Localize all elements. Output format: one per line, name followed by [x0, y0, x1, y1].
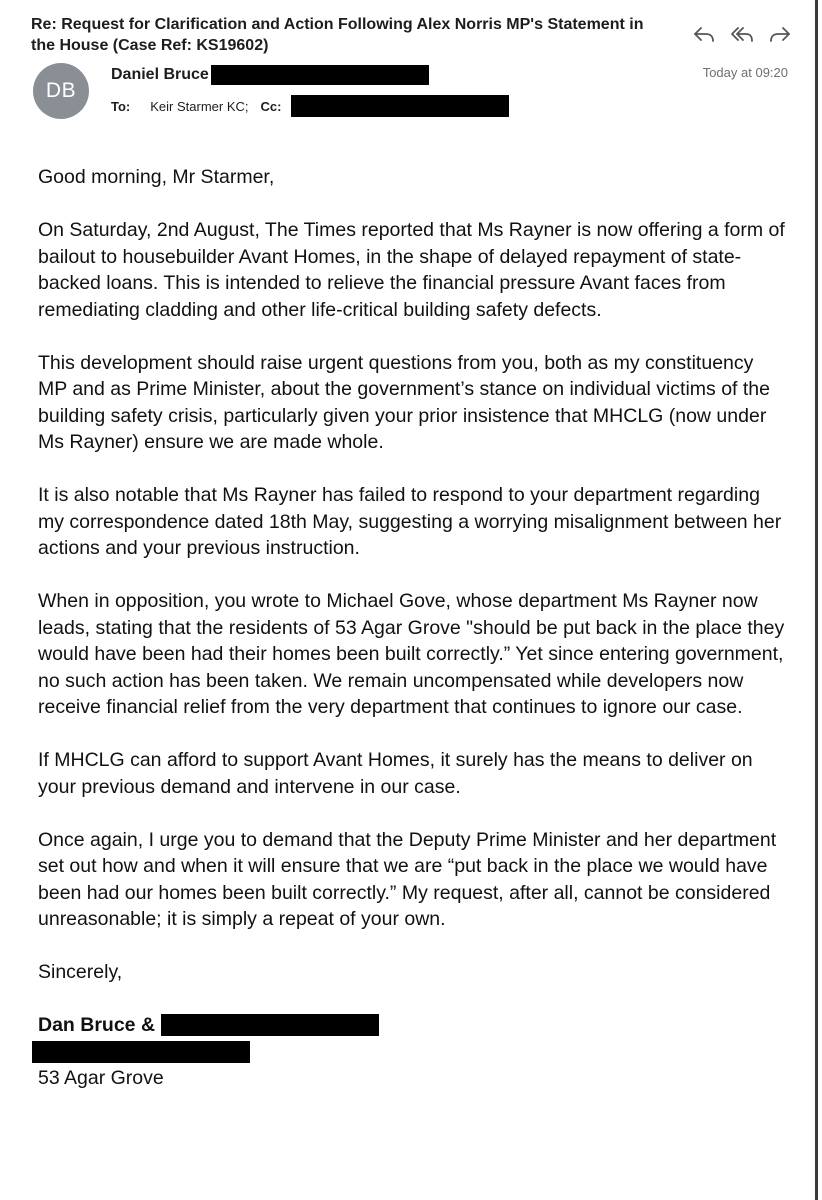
- reply-all-button[interactable]: [730, 22, 754, 46]
- reply-icon: [692, 23, 716, 45]
- signature-name-row: [38, 1012, 786, 1039]
- body-paragraph: It is also notable that Ms Rayner has failed to respond to your department regarding my correspondence dated 18th May, suggesting a worrying misalignment between her actions and your previous instruction.: [38, 484, 782, 559]
- redacted-cc-recipients: [291, 95, 509, 117]
- greeting: Good morning, Mr Starmer,: [38, 166, 275, 188]
- body-paragraph: On Saturday, 2nd August, The Times reported that Ms Rayner is now offering a form of bailout to housebuilder Avant Homes, in the shape of delayed repayment of state-backed loans. This is intended to relieve the financial pressure Avant faces from remediating cladding and other life-critical building safety defects.: [38, 219, 785, 321]
- email-body: [38, 164, 786, 1092]
- signature-redacted-line: [38, 1039, 786, 1066]
- to-label: To:: [111, 98, 131, 114]
- sender-row: [111, 65, 429, 85]
- cc-label: Cc:: [260, 98, 282, 114]
- message-timestamp: Today at 09:20: [702, 65, 788, 80]
- message-actions: [692, 22, 792, 46]
- redacted-signature-line: [32, 1041, 250, 1063]
- reply-all-icon: [730, 23, 754, 45]
- signature-name: Dan Bruce &: [38, 1014, 156, 1036]
- body-paragraph: When in opposition, you wrote to Michael Gove, whose department Ms Rayner now leads, stating that the residents of 53 Agar Grove "should be put back in the place they would have been had their homes been built correctly.” Yet since entering government, no such action has been taken. We remain uncompensated while developers now receive financial relief from the very department that continues to ignore our case.: [38, 590, 785, 718]
- reply-button[interactable]: [692, 22, 716, 46]
- sender-avatar[interactable]: DB: [33, 63, 89, 119]
- signature-address: 53 Agar Grove: [38, 1067, 164, 1089]
- redacted-cosigner-name: [161, 1014, 379, 1036]
- forward-icon: [768, 23, 792, 45]
- forward-button[interactable]: [768, 22, 792, 46]
- body-paragraph: If MHCLG can afford to support Avant Homes, it surely has the means to deliver on your previous demand and intervene in our case.: [38, 749, 753, 798]
- closing: Sincerely,: [38, 961, 123, 983]
- body-paragraph: This development should raise urgent questions from you, both as my constituency MP and as Prime Minister, about the government’s stance on individual victims of the building safety crisis, particularly given your prior insistence that MHCLG (now under Ms Rayner) ensure we are made whole.: [38, 351, 770, 453]
- sender-name[interactable]: Daniel Bruce: [111, 66, 209, 83]
- to-recipient[interactable]: Keir Starmer KC;: [150, 98, 249, 114]
- body-paragraph: Once again, I urge you to demand that the Deputy Prime Minister and her department set out how and when it will ensure that we are “put back in the place we would have been had our homes been built correctly.” My request, after all, cannot be considered unreasonable; it is simply a repeat of your own.: [38, 828, 777, 930]
- recipients-row: [111, 95, 509, 117]
- signature: [38, 1012, 786, 1092]
- email-subject: Re: Request for Clarification and Action Following Alex Norris MP's Statement in the House (Case Ref: KS19602): [31, 16, 644, 54]
- redacted-sender-email: [211, 65, 429, 85]
